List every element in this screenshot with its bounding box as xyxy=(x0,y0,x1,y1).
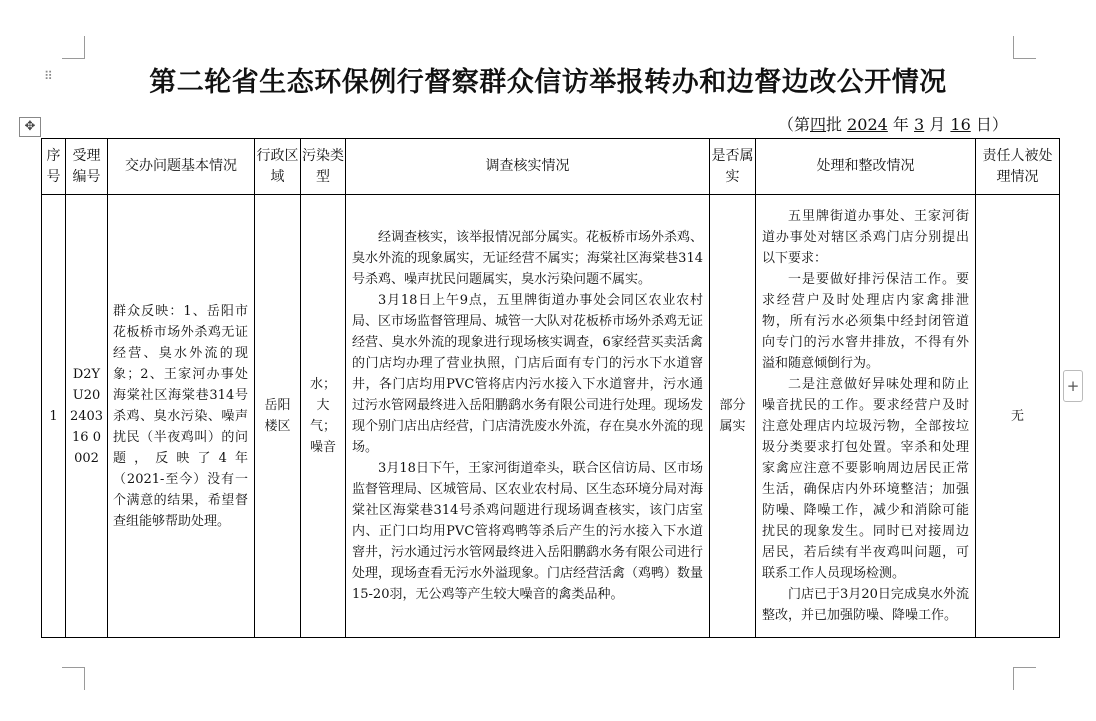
crop-mark-top-left xyxy=(62,36,85,59)
handling-paragraph-4: 门店已于3月20日完成臭水外流整改，并已加强防噪、降噪工作。 xyxy=(762,587,969,623)
day-word: 日） xyxy=(970,115,1008,134)
table-header-row xyxy=(42,139,1060,195)
header-investigation: 调查核实情况 xyxy=(346,139,710,195)
handling-paragraph-1: 五里牌街道办事处、王家河街道办事处对辖区杀鸡门店分别提出以下要求： xyxy=(762,209,969,266)
batch-year: 2024 xyxy=(847,115,888,134)
cell-region[interactable]: 岳阳楼区 xyxy=(255,195,301,638)
investigation-paragraph-1: 经调查核实，该举报情况部分属实。花板桥市场外杀鸡、臭水外流的现象属实，无证经营不属实；海棠社区海棠巷314号杀鸡、噪声扰民问题属实，臭水污染问题不属实。 xyxy=(352,230,704,287)
batch-month: 3 xyxy=(914,115,925,134)
cell-attribution[interactable]: 部分属实 xyxy=(710,195,756,638)
cell-seq[interactable]: 1 xyxy=(42,195,66,638)
batch-word: 批 xyxy=(826,115,848,134)
handling-paragraph-2: 一是要做好排污保洁工作。要求经营户及时处理店内家禽排泄物，所有污水必须集中经封闭管道向专门的污水窨井排放，不得有外溢和随意倾倒行为。 xyxy=(762,272,969,371)
handling-paragraph-3: 二是注意做好异味处理和防止噪音扰民的工作。要求经营户及时注意处理店内垃圾污物，全部按垃圾分类要求打包处置。宰杀和处理家禽应注意不要影响周边居民正常生活，确保店内外环境整洁；加强防噪、降噪工作，减少和消除可能扰民的现象发生。同时已对接周边居民，若后续有半夜鸡叫问题，可联系工作人员现场检测。 xyxy=(762,377,969,581)
header-responsibility: 责任人被处理情况 xyxy=(976,139,1060,195)
cell-type[interactable]: 水；大气；噪音 xyxy=(301,195,346,638)
crop-mark-bottom-right xyxy=(1013,667,1036,690)
cell-code[interactable]: D2YU20240316 0002 xyxy=(66,195,108,638)
batch-day: 16 xyxy=(950,115,971,134)
investigation-paragraph-3: 3月18日下午，王家河街道牵头，联合区信访局、区市场监督管理局、区城管局、区农业农村局、区生态环境分局对海棠社区海棠巷314号杀鸡问题进行现场调查核实，该门店室内、正门口均用PVC管将鸡鸭等杀后产生的污水接入下水道窨井，污水通过污水管网最终进入岳阳鹏鹞水务有限公司进行处理，现场查看无污水外溢现象。门店经营活禽（鸡鸭）数量15-20羽，无公鸡等产生较大噪音的禽类品种。 xyxy=(352,461,704,602)
header-code: 受理编号 xyxy=(66,139,108,195)
header-basic: 交办问题基本情况 xyxy=(108,139,255,195)
cell-handling[interactable] xyxy=(756,195,976,638)
header-seq: 序号 xyxy=(42,139,66,195)
add-column-icon[interactable]: + xyxy=(1063,370,1083,402)
drag-grip-icon[interactable]: ⠿ xyxy=(44,69,53,83)
crop-mark-bottom-left xyxy=(62,667,85,690)
cell-investigation[interactable] xyxy=(346,195,710,638)
table-move-handle-icon[interactable]: ✥ xyxy=(19,117,41,137)
investigation-paragraph-2: 3月18日上午9点，五里牌街道办事处会同区农业农村局、区市场监督管理局、城管一大队对花板桥市场外杀鸡无证经营、臭水外流的现象进行现场核实调查，6家经营买卖活禽的门店均办理了营业执照，门店后面有专门的污水下水道窨井，各门店均用PVC管将店内污水接入下水道窨井，污水通过污水管网最终进入岳阳鹏鹞水务有限公司进行处理。现场发现个别门店出店经营，门店清洗废水外流，存在臭水外流的现场。 xyxy=(352,293,704,455)
cell-basic[interactable]: 群众反映：1、岳阳市花板桥市场外杀鸡无证经营、臭水外流的现象；2、王家河办事处海棠社区海棠巷314号杀鸡、臭水污染、噪声扰民（半夜鸡叫）的问题，反映了4年（2021-至今）没有一个满意的结果，希望督查组能够帮助处理。 xyxy=(108,195,255,638)
batch-info xyxy=(778,112,1008,135)
document-title: 第二轮省生态环保例行督察群众信访举报转办和边督边改公开情况 xyxy=(149,67,947,98)
crop-mark-top-right xyxy=(1013,36,1036,59)
report-table xyxy=(41,138,1060,638)
year-word: 年 xyxy=(887,115,915,134)
cell-responsibility[interactable]: 无 xyxy=(976,195,1060,638)
batch-number: 四 xyxy=(810,115,827,134)
header-attribution: 是否属实 xyxy=(710,139,756,195)
header-region: 行政区域 xyxy=(255,139,301,195)
header-handling: 处理和整改情况 xyxy=(756,139,976,195)
batch-open: （第 xyxy=(778,115,811,134)
table-row xyxy=(42,195,1060,638)
header-type: 污染类型 xyxy=(301,139,346,195)
month-word: 月 xyxy=(924,115,951,134)
